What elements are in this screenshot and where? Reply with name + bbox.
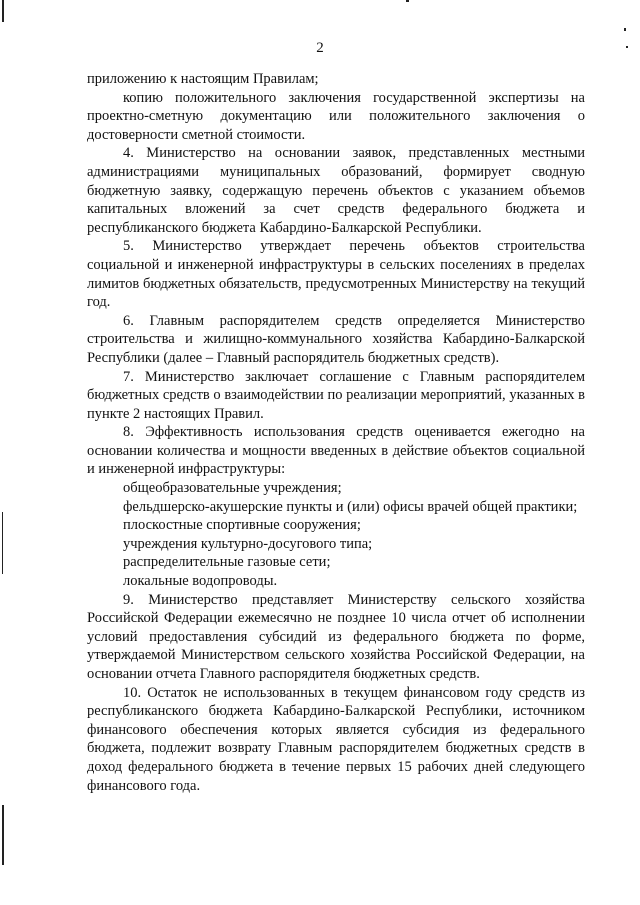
list-item: учреждения культурно-досугового типа; (123, 535, 373, 552)
paragraph-6: 6. Главным распорядителем средств определяется Министерство строительства и жилищно-коммунального хозяйства Кабардино-Балкарской Республики (далее – Главный распорядитель бюджетных средств). (87, 312, 585, 366)
scan-dot-top (406, 0, 409, 2)
scan-edge-mark-middle (2, 512, 3, 574)
paragraph-continuation: приложению к настоящим Правилам; (87, 71, 319, 87)
paragraph-8: 8. Эффективность использования средств оценивается ежегодно на основании количества и мощности введенных в действие объектов социальной и инженерной инфраструктуры: (87, 424, 585, 478)
scan-edge-mark-top (2, 0, 4, 22)
paragraph-expertise-copy: копию положительного заключения государственной экспертизы на проектно-сметную документацию или положительного заключения о достоверности сметной стоимости. (87, 89, 585, 143)
document-body (87, 70, 585, 795)
paragraph-7: 7. Министерство заключает соглашение с Главным распорядителем бюджетных средств о взаимодействии по реализации мероприятий, указанных в пункте 2 настоящих Правил. (87, 368, 585, 422)
paragraph-10: 10. Остаток не использованных в текущем финансовом году средств из республиканского бюджета Кабардино-Балкарской Республики, источником финансового обеспечения которых является субсидия из федерального бюджета, подлежит возврату Главным распорядителем бюджетных средств в доход федерального бюджета в течение первых 15 рабочих дней следующего финансового года. (87, 684, 585, 794)
list-item: плоскостные спортивные сооружения; (123, 517, 361, 534)
list-item: распределительные газовые сети; (123, 554, 331, 571)
scan-dot-right-1 (624, 28, 626, 31)
page-number: 2 (316, 40, 324, 56)
list-item: фельдшерско-акушерские пункты и (или) офисы врачей общей практики; (123, 498, 578, 515)
paragraph-5: 5. Министерство утверждает перечень объектов строительства социальной и инженерной инфраструктуры в сельских поселениях в пределах лимитов бюджетных обязательств, предусмотренных Министерству на текущий год. (87, 238, 585, 311)
paragraph-9: 9. Министерство представляет Министерству сельского хозяйства Российской Федерации ежемесячно не позднее 10 числа отчет об исполнении условий предоставления субсидий из федерального бюджета по форме, утверждаемой Министерством сельского хозяйства Российской Федерации, на основании отчета Главного распорядителя бюджетных средств. (87, 591, 585, 682)
paragraph-4: 4. Министерство на основании заявок, представленных местными администрациями муниципальных образований, формирует сводную бюджетную заявку, содержащую перечень объектов с указанием объемов капитальных вложений за счет средств федерального бюджета и республиканского бюджета Кабардино-Балкарской Республики. (87, 145, 585, 236)
list-item: локальные водопроводы. (123, 573, 278, 590)
scan-edge-mark-bottom (2, 805, 4, 865)
list-item: общеобразовательные учреждения; (123, 480, 342, 497)
